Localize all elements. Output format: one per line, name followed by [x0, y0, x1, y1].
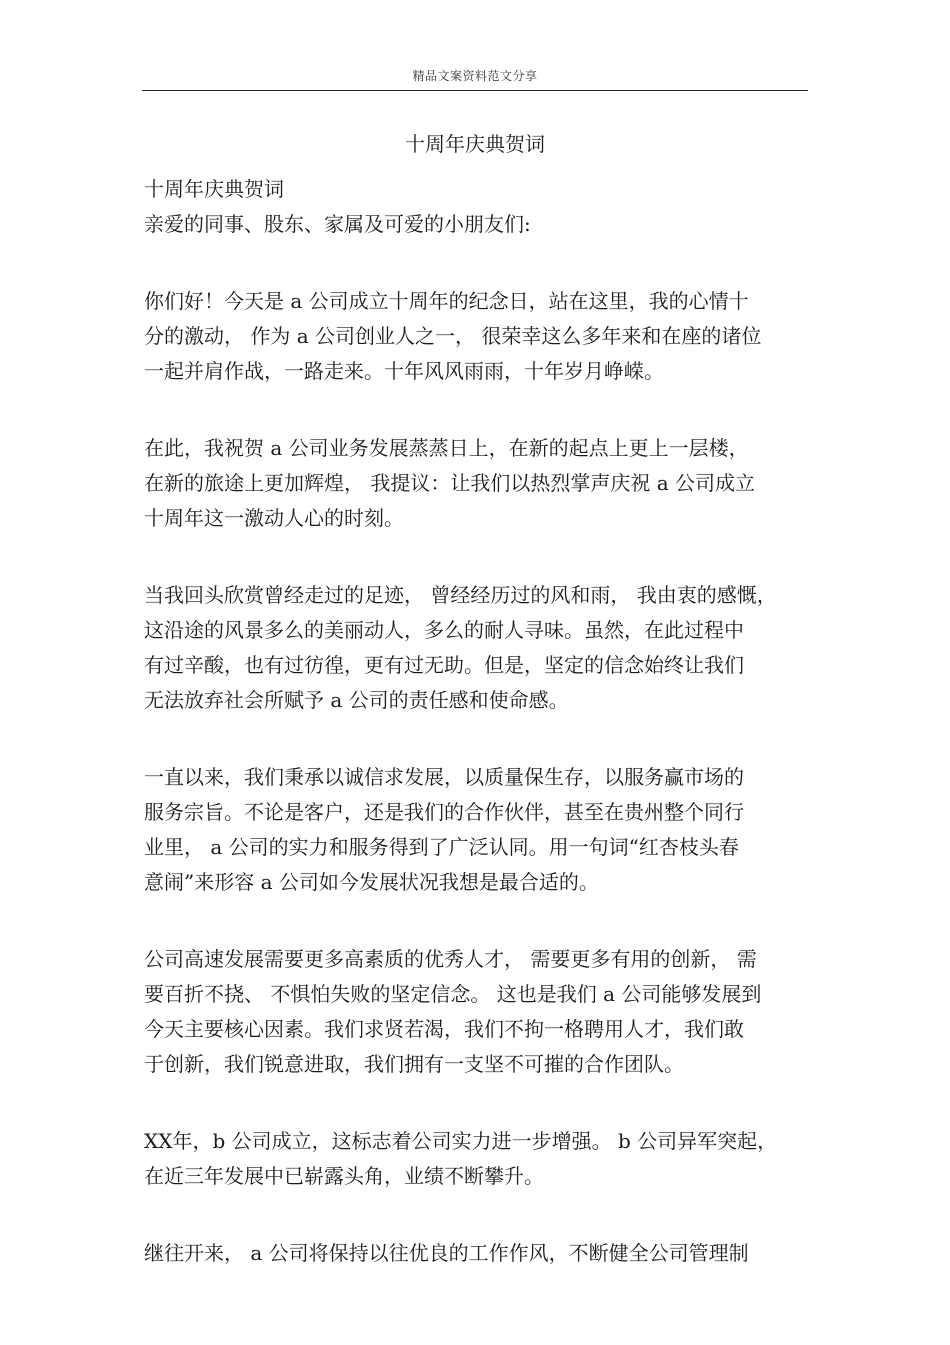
paragraph-line: XX年，b 公司成立，这标志着公司实力进一步增强。 b 公司异军突起， — [144, 1129, 778, 1153]
document-title: 十周年庆典贺词 — [405, 132, 545, 156]
paragraph-line: 公司高速发展需要更多高素质的优秀人才， 需要更多有用的创新， 需 — [144, 947, 757, 971]
paragraph-line: 在近三年发展中已崭露头角，业绩不断攀升。 — [144, 1164, 544, 1188]
paragraph-line: 继往开来， a 公司将保持以往优良的工作作风，不断健全公司管理制 — [144, 1241, 749, 1265]
paragraph-line: 一直以来，我们秉承以诚信求发展，以质量保生存，以服务赢市场的 — [144, 765, 744, 789]
paragraph-line: 这沿途的风景多么的美丽动人，多么的耐人寻味。虽然，在此过程中 — [144, 618, 744, 642]
paragraph-line: 于创新，我们锐意进取，我们拥有一支坚不可摧的合作团队。 — [144, 1052, 684, 1076]
paragraph-congratulation — [144, 431, 814, 536]
paragraph-talent — [144, 942, 814, 1082]
paragraph-gap — [144, 1082, 814, 1124]
paragraph-line: 要百折不挠、 不惧怕失败的坚定信念。 这也是我们 a 公司能够发展到 — [144, 982, 762, 1006]
paragraph-line: 分的激动， 作为 a 公司创业人之一， 很荣幸这么多年来和在座的诸位 — [144, 324, 762, 348]
paragraph-line: 意闹”来形容 a 公司如今发展状况我想是最合适的。 — [144, 870, 599, 894]
paragraph-line: 有过辛酸，也有过彷徨，更有过无助。但是，坚定的信念始终让我们 — [144, 653, 744, 677]
paragraph-line: 无法放弃社会所赋予 a 公司的责任感和使命感。 — [144, 688, 569, 712]
document-body — [144, 172, 814, 1271]
paragraph-gap — [144, 1194, 814, 1236]
paragraph-greeting — [144, 284, 814, 389]
document-subtitle: 十周年庆典贺词 — [144, 177, 284, 201]
paragraph-reflection — [144, 578, 814, 718]
paragraph-line: 当我回头欣赏曾经走过的足迹， 曾经经历过的风和雨， 我由衷的感慨， — [144, 583, 777, 607]
paragraph-line: 业里， a 公司的实力和服务得到了广泛认同。用一句词“红杏枝头春 — [144, 835, 739, 859]
paragraph-mission — [144, 760, 814, 900]
paragraph-line: 一起并肩作战，一路走来。十年风风雨雨，十年岁月峥嵘。 — [144, 359, 664, 383]
paragraph-line: 在此，我祝贺 a 公司业务发展蒸蒸日上，在新的起点上更上一层楼， — [144, 436, 749, 460]
paragraph-line: 在新的旅途上更加辉煌， 我提议：让我们以热烈掌声庆祝 a 公司成立 — [144, 471, 755, 495]
paragraph-gap — [144, 389, 814, 431]
running-header: 精品文案资料范文分享 — [412, 69, 538, 83]
paragraph-gap — [144, 900, 814, 942]
paragraph-gap — [144, 536, 814, 578]
paragraph-future — [144, 1236, 814, 1271]
paragraph-line: 十周年这一激动人心的时刻。 — [144, 506, 404, 530]
paragraph-line: 你们好！今天是 a 公司成立十周年的纪念日，站在这里，我的心情十 — [144, 289, 749, 313]
paragraph-gap — [144, 242, 814, 284]
paragraph-line: 今天主要核心因素。我们求贤若渴，我们不拘一格聘用人才，我们敢 — [144, 1017, 744, 1041]
salutation: 亲爱的同事、股东、家属及可爱的小朋友们: — [144, 212, 531, 236]
header-divider — [142, 90, 808, 91]
paragraph-gap — [144, 718, 814, 760]
paragraph-line: 服务宗旨。不论是客户，还是我们的合作伙伴，甚至在贵州整个同行 — [144, 800, 744, 824]
paragraph-b-company — [144, 1124, 814, 1194]
